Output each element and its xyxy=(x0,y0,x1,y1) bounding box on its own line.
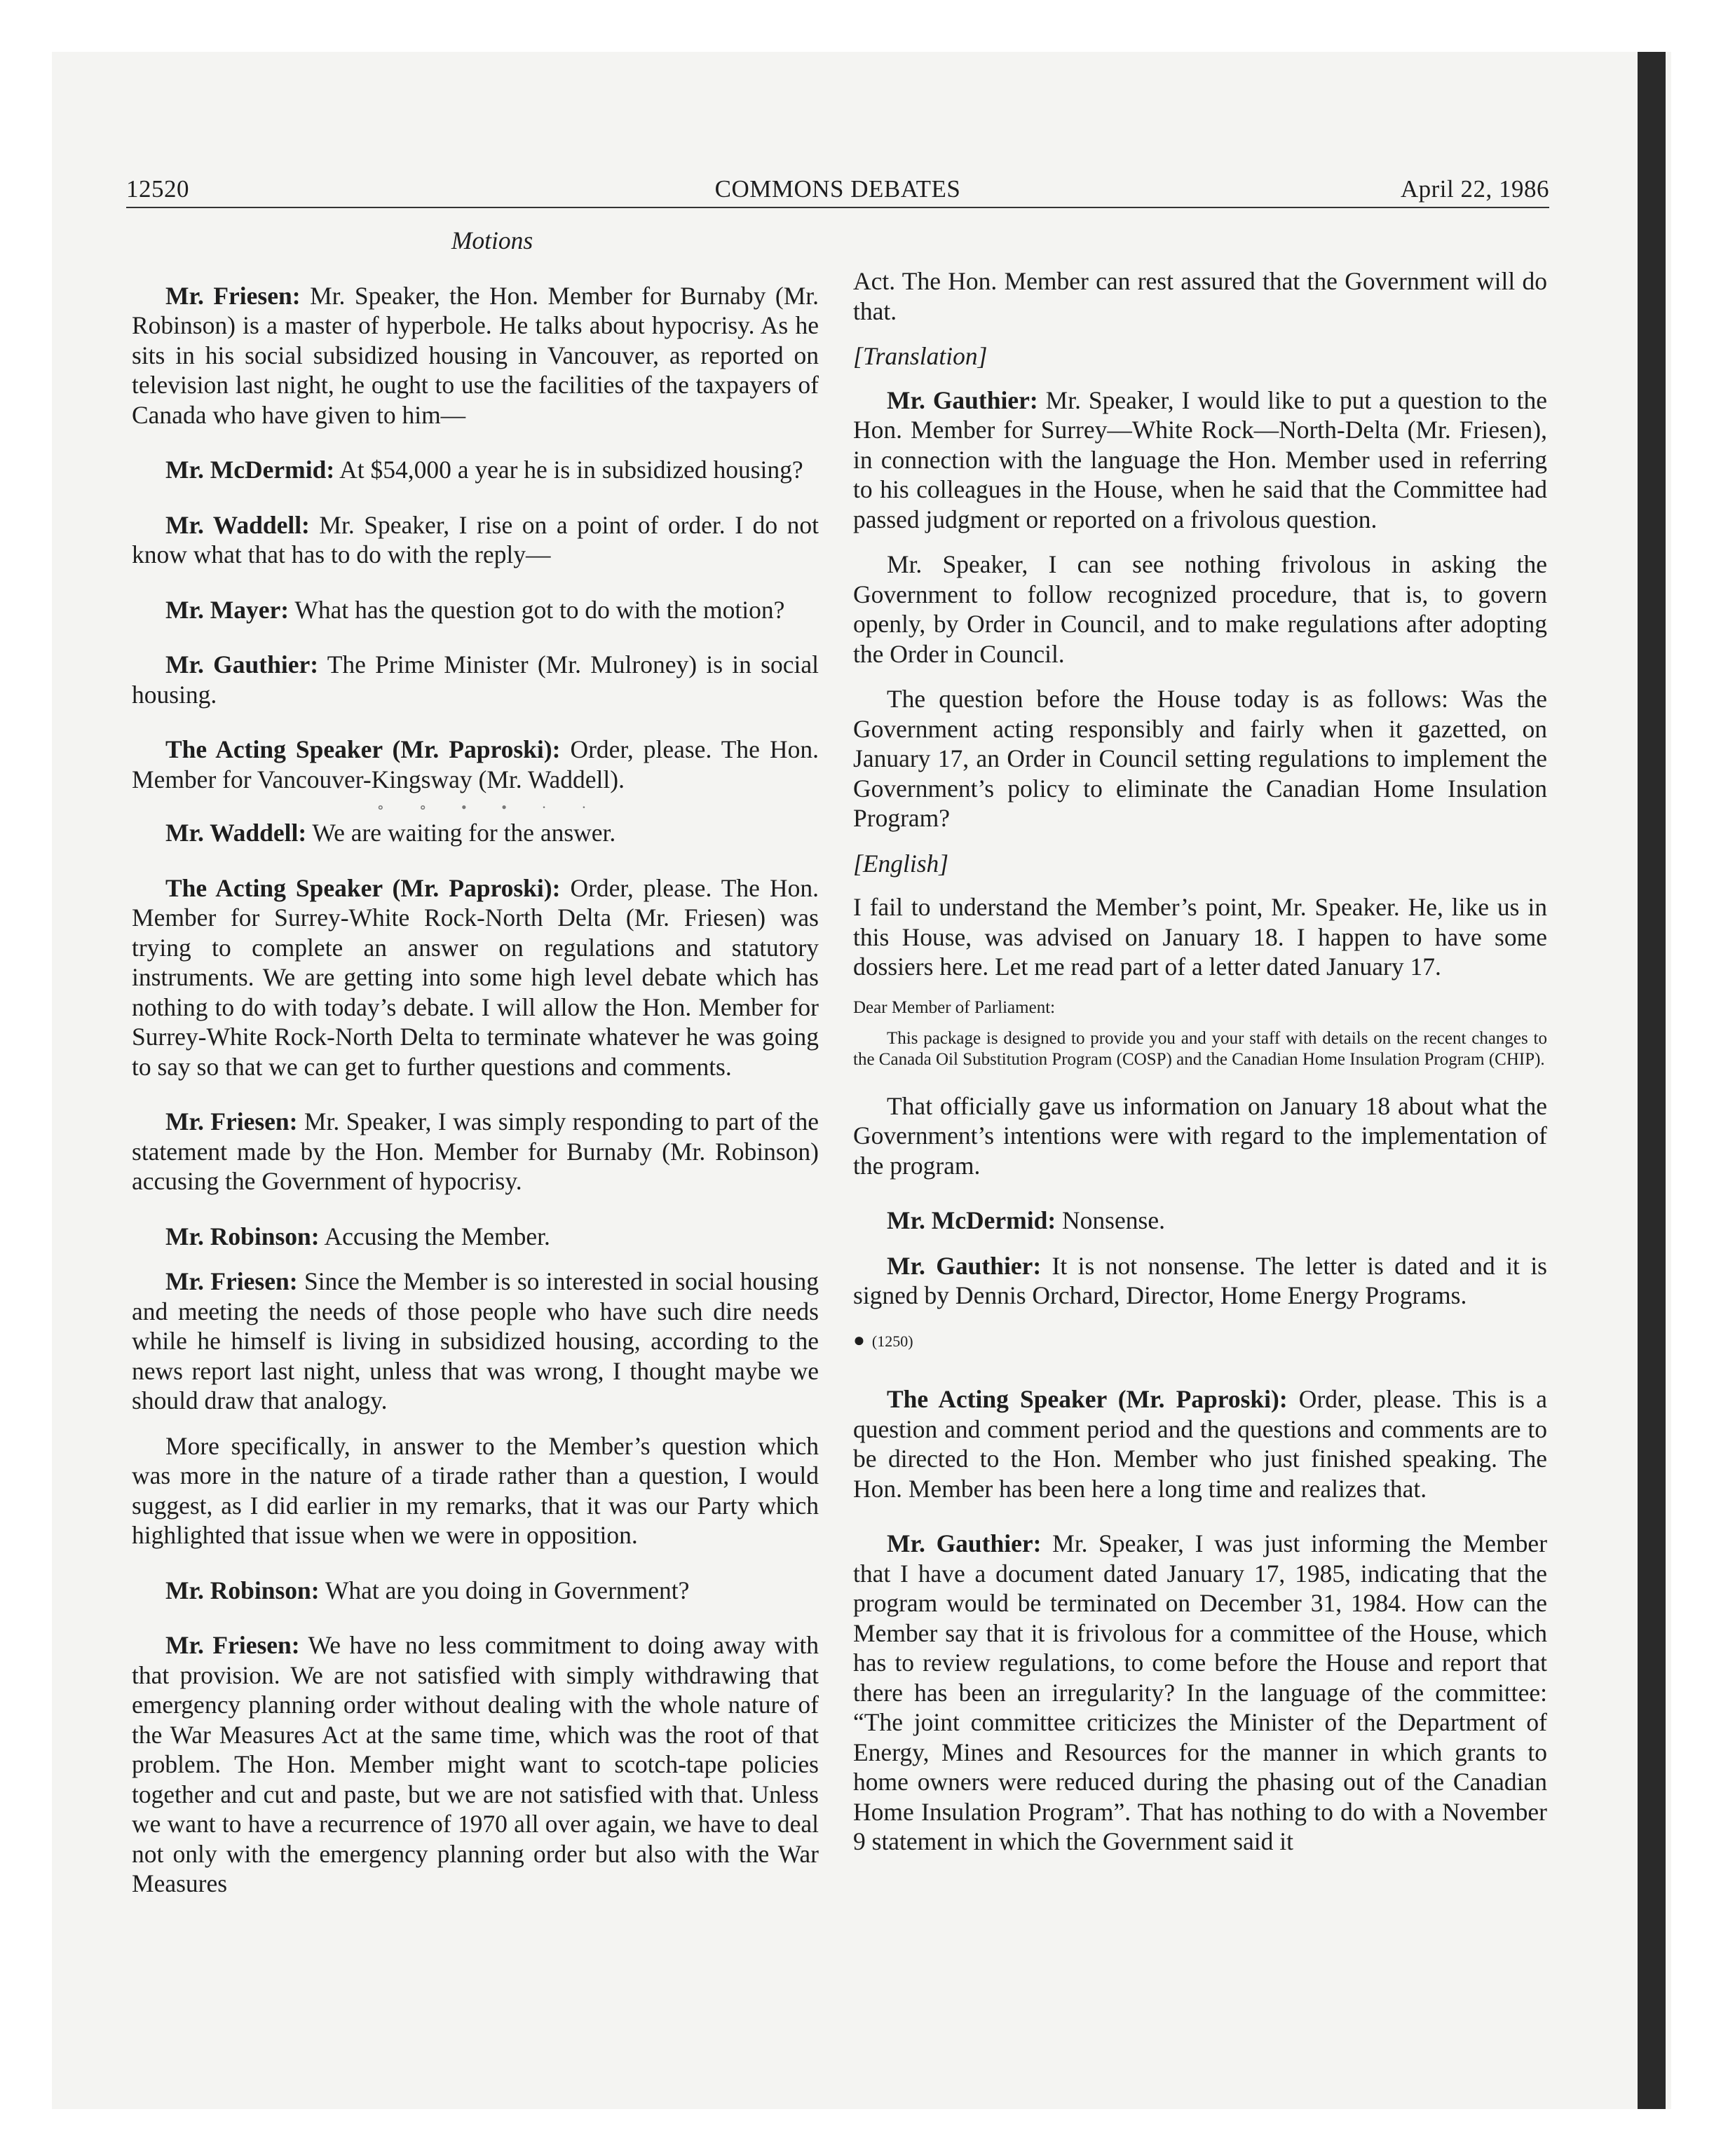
speaker-name: Mr. Friesen: xyxy=(165,1267,298,1295)
speech-paragraph xyxy=(132,873,819,1082)
speech-paragraph xyxy=(132,1107,819,1196)
speech-text: Nonsense. xyxy=(1056,1206,1165,1234)
speech-paragraph xyxy=(132,1576,819,1606)
speaker-name: Mr. Gauthier: xyxy=(887,386,1038,414)
publication-date: April 22, 1986 xyxy=(1400,175,1549,203)
header-rule xyxy=(126,207,1549,208)
speaker-name: Mr. Waddell: xyxy=(165,510,310,539)
speaker-name: Mr. Gauthier: xyxy=(165,650,319,678)
speech-paragraph xyxy=(132,595,819,625)
speaker-name: Mr. Waddell: xyxy=(165,819,307,847)
speaker-name: Mr. Gauthier: xyxy=(887,1529,1042,1557)
speech-text: Order, please. The Hon. Member for Surrey-White Rock-North Delta (Mr. Friesen) was trying to complete an answer on regulations and statutory instruments. We are getting into some high level debate which has nothing to do with today’s debate. I will allow the Hon. Member for Surrey-White Rock-North Delta to terminate whatever he was going to say so that we can get to further questions and comments. xyxy=(132,873,819,1081)
speaker-name: The Acting Speaker (Mr. Paproski): xyxy=(165,735,561,763)
time-marker xyxy=(853,1326,1547,1357)
speech-text: Mr. Speaker, I was just informing the Member that I have a document dated January 17, 1985, indicating that the program would be terminated on December 31, 1984. How can the Member say that it is frivolous for a committee of the House, which has to review regulations, to come before the House and report that there has been an irregularity? In the language of the committee: “The joint committee criticizes the Minister of the Department of Energy, Mines and Resources for the manner in which grants to home owners were reduced during the phasing out of the Canadian Home Insulation Program”. That has nothing to do with a November 9 statement in which the Government said it xyxy=(853,1529,1548,1855)
speech-paragraph xyxy=(853,1529,1547,1857)
speech-paragraph xyxy=(132,818,819,848)
speaker-name: Mr. Gauthier: xyxy=(887,1251,1042,1280)
speech-text: Mr. Speaker, the Hon. Member for Burnaby (Mr. Robinson) is a master of hyperbole. He talks about hypocrisy. As he sits in his social subsidized housing in Vancouver, as reported on television last night, he ought to use the facilities of the taxpayers of Canada who have given to him— xyxy=(132,281,819,429)
speech-paragraph xyxy=(132,1222,819,1252)
speech-paragraph: I fail to understand the Member’s point, Mr. Speaker. He, like us in this House, was advised on January 18. I happen to have some dossiers here. Let me read part of a letter dated January 17. xyxy=(853,893,1547,981)
speech-paragraph xyxy=(132,735,819,794)
speech-paragraph xyxy=(853,1384,1547,1503)
speech-text: The Prime Minister (Mr. Mulroney) is in social housing. xyxy=(132,650,819,709)
speech-paragraph xyxy=(132,1630,819,1899)
publication-title: COMMONS DEBATES xyxy=(714,175,961,203)
bullet-icon: ● xyxy=(853,1329,865,1351)
speech-text: At $54,000 a year he is in subsidized housing? xyxy=(334,456,803,484)
speech-text: What has the question got to do with the motion? xyxy=(289,595,785,624)
speech-paragraph: That officially gave us information on January 18 about what the Government’s intentions were with regard to the implementation of the program. xyxy=(853,1091,1547,1180)
speech-text: Mr. Speaker, I rise on a point of order. I do not know what that has to do with the reply— xyxy=(132,510,819,568)
page-number: 12520 xyxy=(126,175,189,203)
speech-text: It is not nonsense. The letter is dated and it is signed by Dennis Orchard, Director, Home Energy Programs. xyxy=(853,1251,1548,1309)
speech-paragraph xyxy=(132,455,819,485)
right-column xyxy=(853,266,1547,1882)
speech-paragraph xyxy=(132,1267,819,1416)
left-column xyxy=(132,226,819,1924)
speaker-name: The Acting Speaker (Mr. Paproski): xyxy=(165,873,561,902)
speech-paragraph xyxy=(132,650,819,709)
speech-text: What are you doing in Government? xyxy=(319,1576,690,1604)
speech-paragraph xyxy=(853,386,1547,535)
letter-excerpt: This package is designed to provide you and your staff with details on the recent changes to the Canada Oil Substitution Program (COSP) and the Canadian Home Insulation Program (CHIP). xyxy=(853,1028,1547,1069)
speaker-name: Mr. Friesen: xyxy=(165,281,301,310)
language-marker: [English] xyxy=(853,849,949,878)
speech-paragraph: Act. The Hon. Member can rest assured that the Government will do that. xyxy=(853,267,1547,325)
speech-paragraph xyxy=(132,281,819,430)
time-stamp: (1250) xyxy=(871,1332,913,1350)
section-title: Motions xyxy=(451,226,533,254)
letter-salutation: Dear Member of Parliament: xyxy=(853,997,1056,1017)
speech-paragraph xyxy=(853,1251,1547,1311)
speech-paragraph: The question before the House today is as follows: Was the Government acting responsibly and fairly when it gazetted, on January 17, an Order in Council setting regulations to implement the Government’s policy to eliminate the Canadian Home Insulation Program? xyxy=(853,685,1547,832)
speaker-name: Mr. Friesen: xyxy=(165,1631,300,1659)
speech-paragraph xyxy=(853,1206,1547,1236)
speech-text: We have no less commitment to doing away with that provision. We are not satisfied with simply withdrawing that emergency planning order without dealing with the whole nature of the War Measures Act at the same time, which was the root of that problem. The Hon. Member might want to scotch-tape policies together and cut and paste, but we are not satisfied with that. Unless we want to have a recurrence of 1970 all over again, we have to deal not only with the emergency planning order but also with the War Measures xyxy=(132,1631,819,1897)
speech-paragraph xyxy=(132,510,819,570)
speech-text: Since the Member is so interested in social housing and meeting the needs of those people who have such dire needs while he himself is living in subsidized housing, according to the news report last night, unless that was wrong, I thought maybe we should draw that analogy. xyxy=(132,1267,819,1414)
speech-paragraph: Mr. Speaker, I can see nothing frivolous in asking the Government to follow recognized procedure, that is, to govern openly, by Order in Council, and to make regulations after adopting the Order in Council. xyxy=(853,550,1547,668)
speech-text: Mr. Speaker, I would like to put a question to the Hon. Member for Surrey—White Rock—North-Delta (Mr. Friesen), in connection with the language the Hon. Member used in referring to his colleagues in the House, when he said that the Committee had passed judgment or reported on a frivolous question. xyxy=(853,386,1547,533)
speaker-name: Mr. Mayer: xyxy=(165,595,290,624)
running-head xyxy=(126,175,1549,207)
scan-speckle: ∘ ∘ • • · · xyxy=(376,798,602,816)
speech-paragraph: More specifically, in answer to the Member’s question which was more in the nature of a tirade rather than a question, I would suggest, as I did earlier in my remarks, that it was our Party which highlighted that issue when we were in opposition. xyxy=(132,1431,819,1549)
speaker-name: Mr. McDermid: xyxy=(165,456,335,484)
speech-text: Accusing the Member. xyxy=(319,1222,550,1250)
speaker-name: Mr. Robinson: xyxy=(165,1576,320,1604)
language-marker: [Translation] xyxy=(853,342,988,370)
speech-text: Order, please. The Hon. Member for Vancouver-Kingsway (Mr. Waddell). xyxy=(132,735,819,793)
speech-text: We are waiting for the answer. xyxy=(306,819,616,847)
speaker-name: Mr. McDermid: xyxy=(887,1206,1056,1234)
speech-text: Mr. Speaker, I was simply responding to part of the statement made by the Hon. Member for Burnaby (Mr. Robinson) accusing the Government of hypocrisy. xyxy=(132,1107,819,1195)
speaker-name: Mr. Robinson: xyxy=(165,1222,320,1250)
speaker-name: Mr. Friesen: xyxy=(165,1107,298,1135)
speech-text: Order, please. This is a question and comment period and the questions and comments are to be directed to the Hon. Member who just finished speaking. The Hon. Member has been here a long time and realizes that. xyxy=(853,1385,1547,1503)
speaker-name: The Acting Speaker (Mr. Paproski): xyxy=(887,1385,1288,1413)
scan-edge-shadow xyxy=(1638,52,1666,2109)
